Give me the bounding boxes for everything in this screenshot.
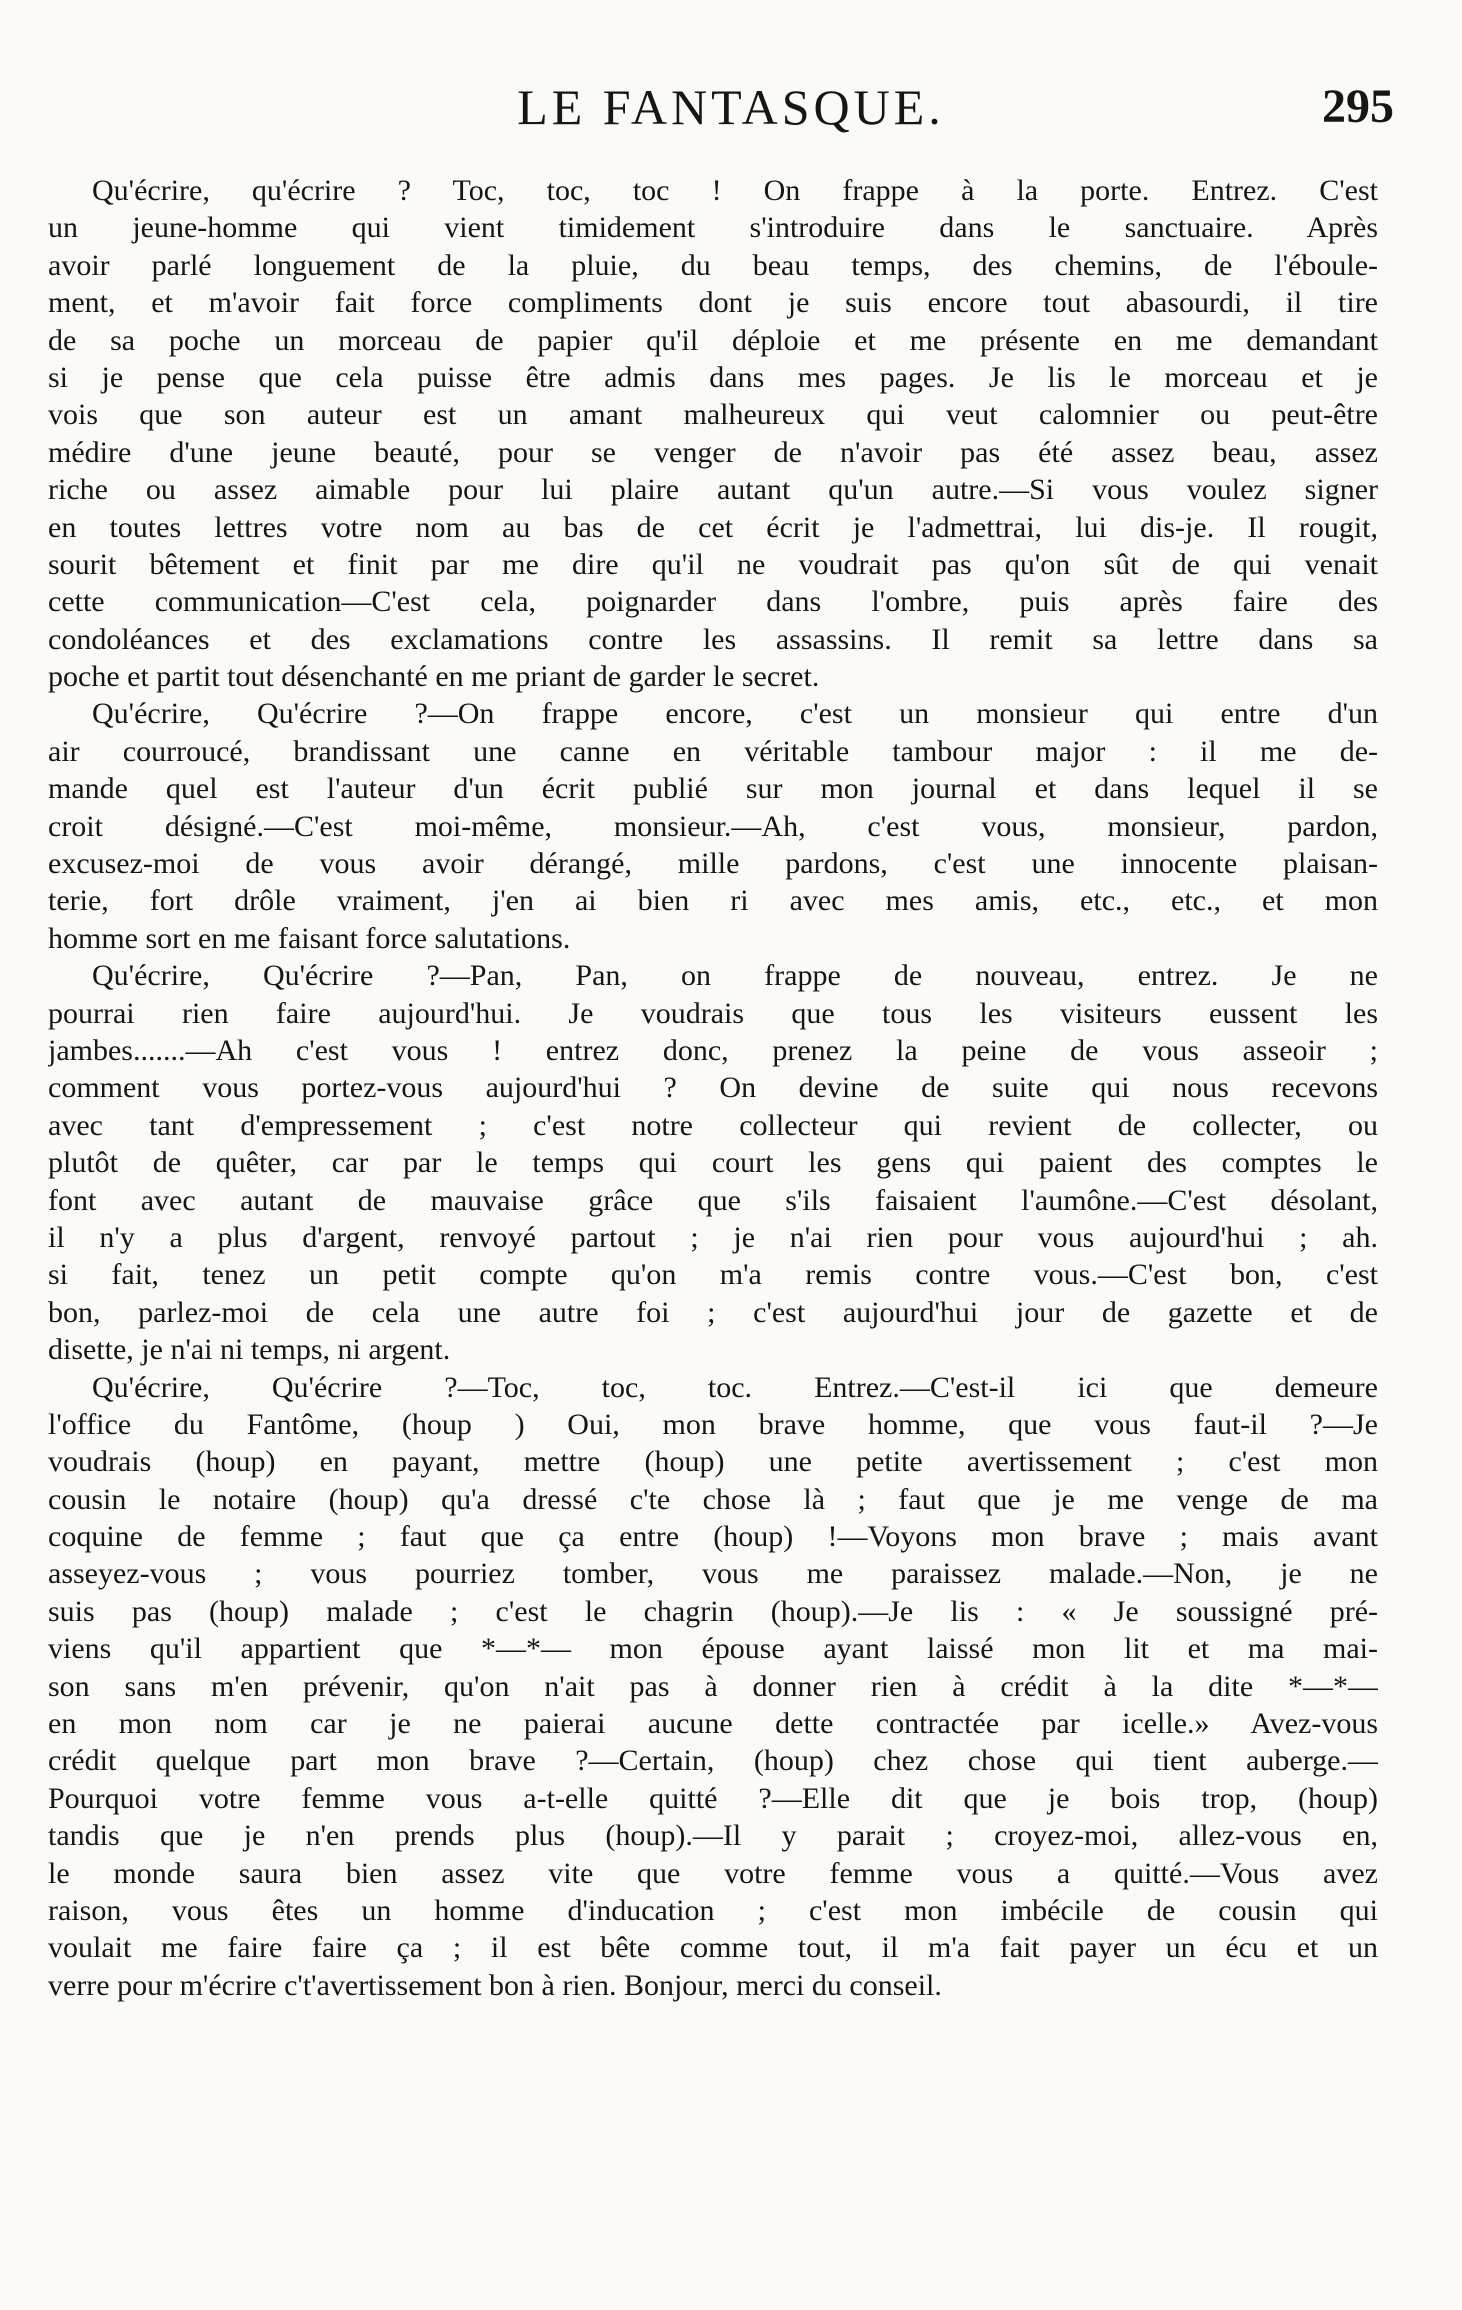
text-line: homme sort en me faisant force salutations. xyxy=(48,921,571,955)
text-line: un jeune-homme qui vient timidement s'introduire dans le sanctuaire. Après xyxy=(48,211,1378,245)
text-line: si fait, tenez un petit compte qu'on m'a remis contre vous.—C'est bon, c'est xyxy=(48,1258,1378,1292)
text-line: Qu'écrire, Qu'écrire ?—Pan, Pan, on frappe de nouveau, entrez. Je ne xyxy=(92,959,1378,993)
text-line: plutôt de quêter, car par le temps qui court les gens qui paient des comptes le xyxy=(48,1146,1378,1180)
paragraph xyxy=(48,957,1378,1368)
page-header xyxy=(0,72,1462,142)
paragraph xyxy=(48,1369,1378,2005)
text-line: Qu'écrire, Qu'écrire ?—On frappe encore, c'est un monsieur qui entre d'un xyxy=(92,697,1378,731)
text-line: l'office du Fantôme, (houp ) Oui, mon brave homme, que vous faut-il ?—Je xyxy=(48,1407,1378,1441)
text-line: jambes.......—Ah c'est vous ! entrez donc, prenez la peine de vous asseoir ; xyxy=(48,1033,1378,1067)
page-number: 295 xyxy=(1322,80,1394,133)
text-line: en toutes lettres votre nom au bas de cet écrit je l'admettrai, lui dis-je. Il rougit, xyxy=(48,510,1378,544)
paragraph xyxy=(48,695,1378,957)
text-line: cousin le notaire (houp) qu'a dressé c'te chose là ; faut que je me venge de ma xyxy=(48,1482,1378,1516)
text-line: excusez-moi de vous avoir dérangé, mille pardons, c'est une innocente plaisan- xyxy=(48,847,1378,881)
text-line: poche et partit tout désenchanté en me priant de garder le secret. xyxy=(48,660,820,694)
text-line: riche ou assez aimable pour lui plaire autant qu'un autre.—Si vous voulez signer xyxy=(48,473,1378,507)
text-line: vois que son auteur est un amant malheureux qui veut calomnier ou peut-être xyxy=(48,398,1378,432)
text-line: cette communication—C'est cela, poignarder dans l'ombre, puis après faire des xyxy=(48,585,1378,619)
text-line: Qu'écrire, qu'écrire ? Toc, toc, toc ! On frappe à la porte. Entrez. C'est xyxy=(92,174,1378,207)
text-line: coquine de femme ; faut que ça entre (houp) !—Voyons mon brave ; mais avant xyxy=(48,1520,1378,1554)
text-line: raison, vous êtes un homme d'inducation ; c'est mon imbécile de cousin qui xyxy=(48,1893,1378,1927)
text-line: asseyez-vous ; vous pourriez tomber, vous me paraissez malade.—Non, je ne xyxy=(48,1557,1378,1591)
text-line: terie, fort drôle vraiment, j'en ai bien ri avec mes amis, etc., etc., et mon xyxy=(48,884,1378,918)
text-line: avec tant d'empressement ; c'est notre collecteur qui revient de collecter, ou xyxy=(48,1108,1378,1142)
text-line: ment, et m'avoir fait force compliments dont je suis encore tout abasourdi, il tire xyxy=(48,286,1378,320)
text-line: sourit bêtement et finit par me dire qu'il ne voudrait pas qu'on sût de qui venait xyxy=(48,547,1378,581)
text-line: Pourquoi votre femme vous a-t-elle quitté ?—Elle dit que je bois trop, (houp) xyxy=(48,1781,1378,1815)
text-line: il n'y a plus d'argent, renvoyé partout ; je n'ai rien pour vous aujourd'hui ; ah. xyxy=(48,1220,1378,1254)
text-line: mande quel est l'auteur d'un écrit publié sur mon journal et dans lequel il se xyxy=(48,772,1378,806)
text-line: comment vous portez-vous aujourd'hui ? On devine de suite qui nous recevons xyxy=(48,1071,1378,1105)
text-line: suis pas (houp) malade ; c'est le chagrin (houp).—Je lis : « Je soussigné pré- xyxy=(48,1594,1378,1628)
text-line: croit désigné.—C'est moi-même, monsieur.—Ah, c'est vous, monsieur, pardon, xyxy=(48,809,1378,843)
text-line: médire d'une jeune beauté, pour se venger de n'avoir pas été assez beau, assez xyxy=(48,435,1378,469)
body-text xyxy=(48,172,1378,2004)
text-line: tandis que je n'en prends plus (houp).—Il y parait ; croyez-moi, allez-vous en, xyxy=(48,1819,1378,1853)
text-line: voudrais (houp) en payant, mettre (houp) une petite avertissement ; c'est mon xyxy=(48,1445,1378,1479)
text-line: avoir parlé longuement de la pluie, du beau temps, des chemins, de l'éboule- xyxy=(48,248,1378,282)
text-line: verre pour m'écrire c't'avertissement bon à rien. Bonjour, merci du conseil. xyxy=(48,1968,942,2002)
text-line: bon, parlez-moi de cela une autre foi ; c'est aujourd'hui jour de gazette et de xyxy=(48,1295,1378,1329)
text-line: pourrai rien faire aujourd'hui. Je voudrais que tous les visiteurs eussent les xyxy=(48,996,1378,1030)
text-line: son sans m'en prévenir, qu'on n'ait pas à donner rien à crédit à la dite *—*— xyxy=(48,1669,1378,1703)
text-line: font avec autant de mauvaise grâce que s'ils faisaient l'aumône.—C'est désolant, xyxy=(48,1183,1378,1217)
text-line: disette, je n'ai ni temps, ni argent. xyxy=(48,1333,451,1367)
text-line: crédit quelque part mon brave ?—Certain, (houp) chez chose qui tient auberge.— xyxy=(48,1744,1378,1778)
text-line: viens qu'il appartient que *—*— mon épouse ayant laissé mon lit et ma mai- xyxy=(48,1632,1378,1666)
running-title: LE FANTASQUE. xyxy=(517,79,945,135)
text-line: en mon nom car je ne paierai aucune dette contractée par icelle.» Avez-vous xyxy=(48,1707,1378,1741)
text-line: voulait me faire faire ça ; il est bête comme tout, il m'a fait payer un écu et un xyxy=(48,1931,1378,1965)
text-line: Qu'écrire, Qu'écrire ?—Toc, toc, toc. Entrez.—C'est-il ici que demeure xyxy=(92,1370,1378,1404)
text-line: air courroucé, brandissant une canne en véritable tambour major : il me de- xyxy=(48,734,1378,768)
text-line: si je pense que cela puisse être admis dans mes pages. Je lis le morceau et je xyxy=(48,360,1378,394)
text-line: de sa poche un morceau de papier qu'il déploie et me présente en me demandant xyxy=(48,323,1378,357)
paragraph xyxy=(48,172,1378,695)
text-line: le monde saura bien assez vite que votre femme vous a quitté.—Vous avez xyxy=(48,1856,1378,1890)
text-line: condoléances et des exclamations contre les assassins. Il remit sa lettre dans sa xyxy=(48,622,1378,656)
